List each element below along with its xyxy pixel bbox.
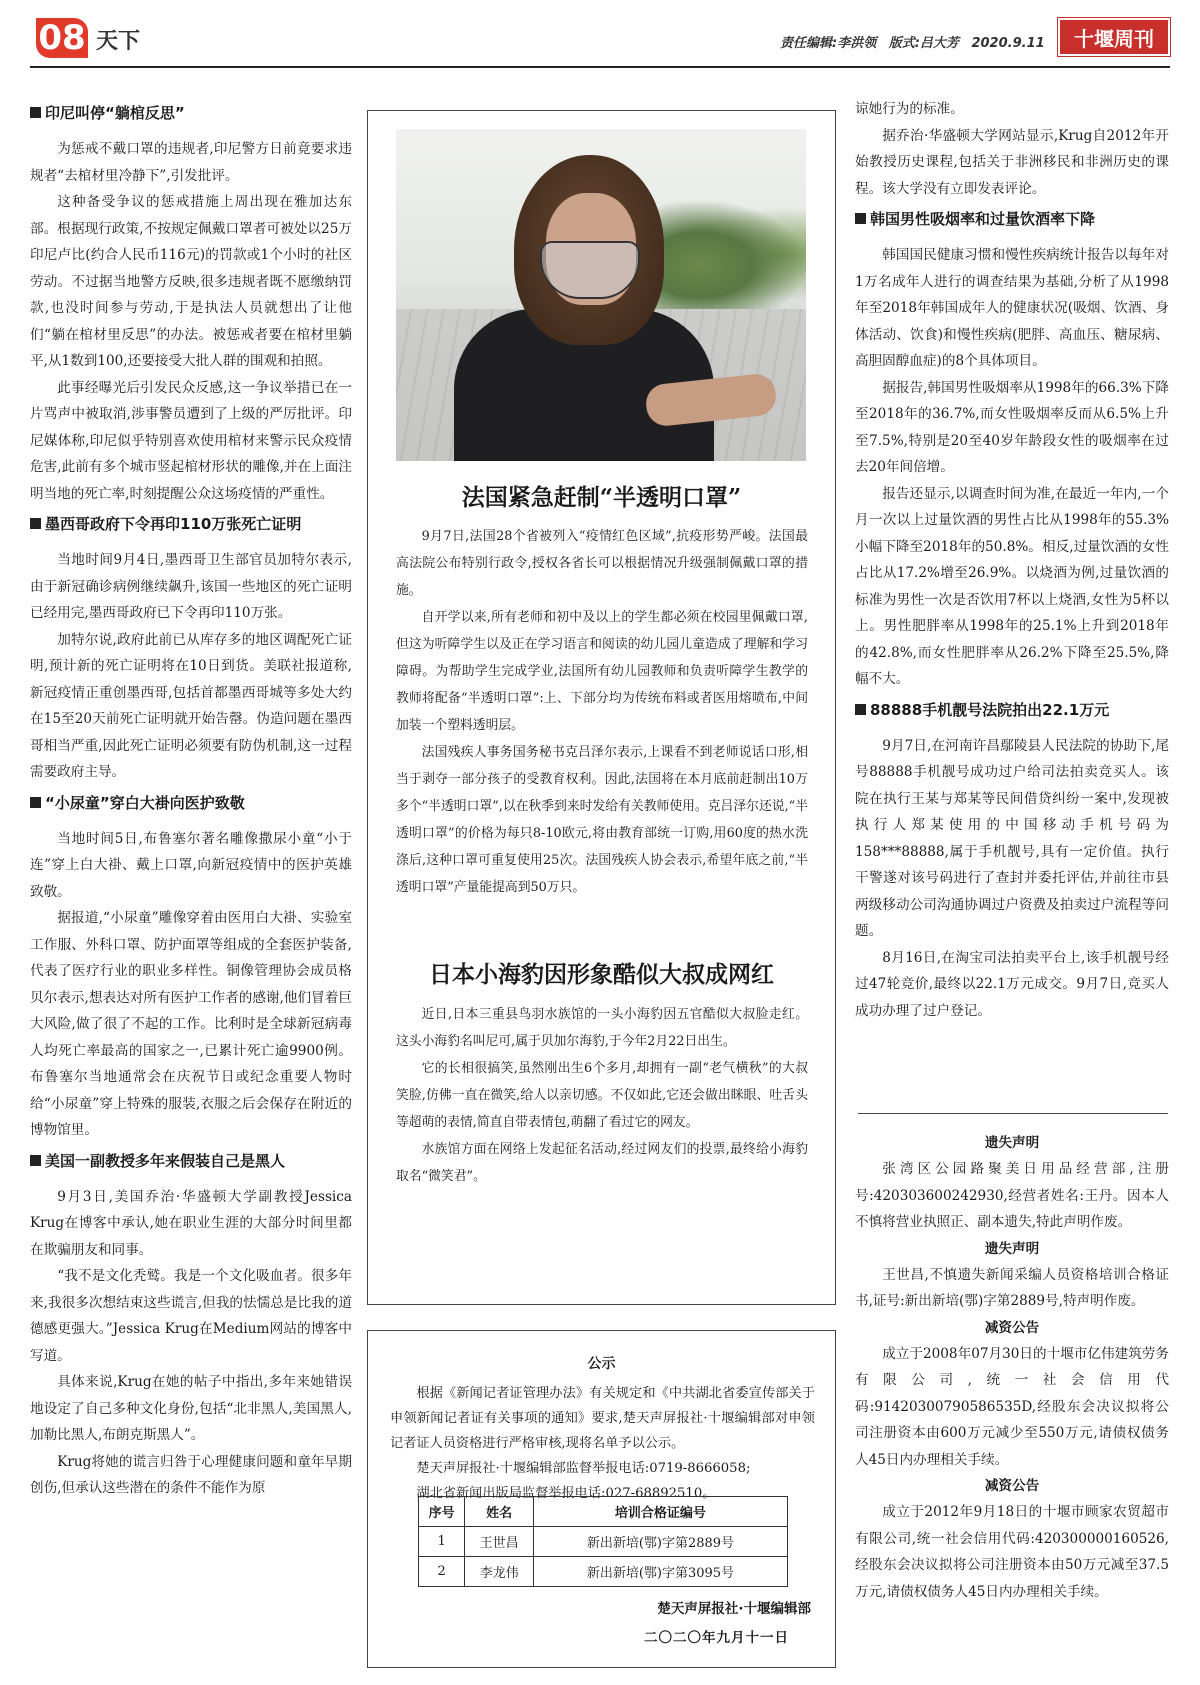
- article-title: 日本小海豹因形象酷似大叔成网红: [429, 961, 774, 988]
- ad-text: 成立于2008年07月30日的十堰市亿伟建筑劳务有限公司,统一社会信用代码:91420300790586535D,经股东会决议拟将公司注册资本由600万元减少至550万元,请债权债务人45日内办理相关手续。: [855, 1345, 1169, 1468]
- table-header: 序号: [419, 1497, 465, 1527]
- right-column: [855, 96, 1169, 1024]
- paragraph: 据乔治·华盛顿大学网站显示,Krug自2012年开始教授历史课程,包括关于非洲移民和非洲历史的课程。该大学没有立即发表评论。: [855, 127, 1169, 197]
- paragraph: 谅她行为的标准。: [855, 101, 964, 117]
- paragraph: 这种备受争议的惩戒措施上周出现在雅加达东部。根据现行政策,不按规定佩戴口罩者可被处以25万印尼卢比(约合人民币116元)的罚款或1个小时的社区劳动。不过据当地警方反映,很多违规者既不愿缴纳罚款,也没时间参与劳动,于是执法人员就想出了让他们“躺在棺材里反思”的办法。被惩戒者要在棺材里躺平,从1数到100,还要接受大批人群的围观和拍照。: [30, 194, 352, 369]
- paragraph: “我不是文化秃鹫。我是一个文化吸血者。很多年来,我很多次想结束这些谎言,但我的怯懦总是比我的道德感更强大。”Jessica Krug在Medium网站的博客中写道。: [30, 1268, 352, 1364]
- notice-signature-org: 楚天声屏报社·十堰编辑部: [657, 1601, 811, 1617]
- issue-date: 2020.9.11: [971, 36, 1045, 51]
- page-number: 08: [36, 18, 88, 58]
- header-divider: [30, 66, 1170, 68]
- paragraph: 9月3日,美国乔治·华盛顿大学副教授Jessica Krug在博客中承认,她在职业生涯的大部分时间里都在欺骗朋友和同事。: [30, 1188, 352, 1258]
- table-row: [419, 1527, 788, 1557]
- editor-name: 责任编辑:李洪领: [780, 36, 877, 51]
- table-header: 姓名: [465, 1497, 534, 1527]
- ad-text: 成立于2012年9月18日的十堰市顾家农贸超市有限公司,统一社会信用代码:420300000160526,经股东会决议拟将公司注册资本由50万元减至37.5万元,请债权债务人45日内办理相关手续。: [855, 1504, 1169, 1600]
- square-bullet-icon: [30, 518, 41, 529]
- paragraph: 它的长相很搞笑,虽然刚出生6个多月,却拥有一副“老气横秋”的大叔笑脸,仿佛一直在微笑,给人以亲切感。不仅如此,它还会做出眯眼、吐舌头等超萌的表情,简直自带表情包,萌翻了看过它的网友。: [396, 1061, 808, 1130]
- table-cell: 1: [419, 1527, 465, 1557]
- paragraph: 当地时间9月4日,墨西哥卫生部官员加特尔表示,由于新冠确诊病例继续飙升,该国一些地区的死亡证明已经用完,墨西哥政府已下令再印110万张。: [30, 552, 352, 621]
- ads-divider: [858, 1113, 1168, 1114]
- table-cell: 新出新培(鄂)字第2889号: [533, 1527, 787, 1557]
- paragraph: 9月7日,在河南许昌鄢陵县人民法院的协助下,尾号88888手机靓号成功过户给司法拍卖竞买人。该院在执行王某与郑某等民间借贷纠纷一案中,发现被执行人郑某使用的中国移动手机号码为158***88888,属于手机靓号,具有一定价值。执行干警遂对该号码进行了查封并委托评估,并前往市县两级移动公司沟通协调过户资费及拍卖过户流程等问题。: [855, 737, 1169, 939]
- article-title: 法国紧急赶制“半透明口罩”: [461, 484, 742, 511]
- table-row: [419, 1557, 788, 1587]
- paragraph: 近日,日本三重县鸟羽水族馆的一头小海豹因五官酷似大叔脸走红。这头小海豹名叫尼可,属于贝加尔海豹,于今年2月22日出生。: [396, 1007, 808, 1049]
- square-bullet-icon: [855, 213, 866, 224]
- section-name: 天下: [96, 29, 141, 54]
- left-column: [30, 96, 352, 1502]
- ad-title: 减资公告: [984, 1319, 1040, 1336]
- paragraph: 楚天声屏报社·十堰编辑部监督举报电话:0719-8666058;: [416, 1461, 751, 1476]
- notice-body: [390, 1381, 815, 1506]
- paragraph: 8月16日,在淘宝司法拍卖平台上,该手机靓号经过47轮竞价,最终以22.1万元成交。9月7日,竞买人成功办理了过户登记。: [855, 949, 1169, 1019]
- paragraph: 韩国国民健康习惯和慢性疾病统计报告以每年对1万名成年人进行的调查结果为基础,分析了从1998年至2018年韩国成年人的健康状况(吸烟、饮酒、身体活动、饮食)和慢性疾病(肥胖、高血压、糖尿病、高胆固醇血症)的8个具体项目。: [855, 247, 1169, 369]
- paragraph: 湖北省新闻出版局监督举报电话:027-68892510。: [416, 1486, 716, 1501]
- article-heading: “小尿童”穿白大褂向医护致敬: [30, 792, 352, 814]
- paragraph: 报告还显示,以调查时间为准,在最近一年内,一个月一次以上过量饮酒的男性占比从1998年的55.3%小幅下降至2018年的50.8%。相反,过量饮酒的女性占比从17.2%增至26.9%。以烧酒为例,过量饮酒的标准为男性一次是否饮用7杯以上烧酒,女性为5杯以上。男性肥胖率从1998年的25.1%上升到2018年的42.8%,而女性肥胖率从26.2%下降至25.5%,降幅不大。: [855, 485, 1169, 687]
- article-heading: 印尼叫停“躺棺反思”: [30, 102, 352, 124]
- paragraph: 法国残疾人事务国务秘书克吕泽尔表示,上课看不到老师说话口形,相当于剥夺一部分孩子的受教育权利。因此,法国将在本月底前赶制出10万多个“半透明口罩”,以在秋季到来时发给有关教师使用。克吕泽尔还说,“半透明口罩”的价格为每只8-10欧元,将由教育部统一订购,用60度的热水洗涤后,这种口罩可重复使用25次。法国残疾人协会表示,希望年底之前,“半透明口罩”产量能提高到50万只。: [396, 745, 808, 895]
- article-heading: 美国一副教授多年来假装自己是黑人: [30, 1150, 352, 1172]
- notice-signature-date: 二〇二〇年九月十一日: [644, 1630, 789, 1646]
- paragraph: 此事经曝光后引发民众反感,这一争议举措已在一片骂声中被取消,涉事警员遭到了上级的严厉批评。印尼媒体称,印尼似乎特别喜欢使用棺材来警示民众疫情危害,此前有多个城市竖起棺材形状的雕像,并在上面注明当地的死亡率,时刻提醒公众这场疫情的严重性。: [30, 379, 352, 502]
- paragraph: 自开学以来,所有老师和初中及以上的学生都必须在校园里佩戴口罩,但这为听障学生以及正在学习语言和阅读的幼儿园儿童造成了理解和学习障碍。为帮助学生完成学业,法国所有幼儿园教师和负责听障学生教学的教师将配备“半透明口罩”:上、下部分均为传统布料或者医用熔喷布,中间加装一个塑料透明层。: [396, 610, 808, 733]
- paragraph: 据报告,韩国男性吸烟率从1998年的66.3%下降至2018年的36.7%,而女性吸烟率反而从6.5%上升至7.5%,特别是20至40岁年龄段女性的吸烟率在过去20年间倍增。: [855, 379, 1169, 475]
- paragraph: 根据《新闻记者证管理办法》有关规定和《中共湖北省委宣传部关于申领新闻记者证有关事项的通知》要求,楚天声屏报社·十堰编辑部对申领记者证人员资格进行严格审核,现将名单予以公示。: [390, 1386, 815, 1451]
- paragraph: 具体来说,Krug在她的帖子中指出,多年来她错误地设定了自己多种文化身份,包括“北非黑人,美国黑人,加勒比黑人,布朗克斯黑人”。: [30, 1374, 352, 1443]
- ad-text: 张湾区公园路聚美日用品经营部,注册号:420303600242930,经营者姓名:王丹。因本人不慎将营业执照正、副本遗失,特此声明作废。: [855, 1161, 1169, 1230]
- ad-title: 减资公告: [984, 1478, 1040, 1494]
- article-body: [396, 1001, 808, 1190]
- article-heading: 韩国男性吸烟率和过量饮酒率下降: [855, 208, 1169, 230]
- square-bullet-icon: [30, 107, 41, 118]
- public-notice-box: [367, 1330, 836, 1668]
- ad-title: 遗失声明: [984, 1135, 1040, 1151]
- table-cell: 新出新培(鄂)字第3095号: [533, 1557, 787, 1587]
- article-body: [396, 523, 808, 901]
- table-header: 培训合格证编号: [533, 1497, 787, 1527]
- square-bullet-icon: [855, 704, 866, 715]
- page-header: [30, 18, 1170, 60]
- article-heading: 墨西哥政府下令再印110万张死亡证明: [30, 513, 352, 535]
- table-cell: 李龙伟: [465, 1557, 534, 1587]
- square-bullet-icon: [30, 1155, 41, 1166]
- ad-text: 王世昌,不慎遗失新闻采编人员资格培训合格证书,证号:新出新培(鄂)字第2889号,特声明作废。: [855, 1266, 1169, 1309]
- certificate-table: [418, 1496, 788, 1587]
- table-cell: 王世昌: [465, 1527, 534, 1557]
- masthead-logo: 十堰周刊: [1058, 18, 1170, 56]
- paragraph: 据报道,“小尿童”雕像穿着由医用白大褂、实验室工作服、外科口罩、防护面罩等组成的全套医护装备,代表了医疗行业的职业多样性。铜像管理协会成员格贝尔表示,想表达对所有医护工作者的感谢,他们冒着巨大风险,做了很了不起的工作。比利时是全球新冠病毒人均死亡率最高的国家之一,已累计死亡逾9900例。布鲁塞尔当地通常会在庆祝节日或纪念重要人物时给“小尿童”穿上特殊的服装,衣服之后会保存在附近的博物馆里。: [30, 910, 352, 1138]
- paragraph: 水族馆方面在网络上发起征名活动,经过网友们的投票,最终给小海豹取名“微笑君”。: [396, 1142, 808, 1184]
- paragraph: Krug将她的谎言归咎于心理健康问题和童年早期创伤,但承认这些潜在的条件不能作为原: [30, 1453, 352, 1496]
- ad-title: 遗失声明: [984, 1240, 1040, 1257]
- table-header-row: [419, 1497, 788, 1527]
- paragraph: 加特尔说,政府此前已从库存多的地区调配死亡证明,预计新的死亡证明将在10日到货。美联社报道称,新冠疫情正重创墨西哥,包括首都墨西哥城等多处大约在15至20天前死亡证明就开始告罄。伪造问题在墨西哥相当严重,因此死亡证明必须要有防伪机制,这一过程需要政府主导。: [30, 631, 352, 780]
- article-photo: [396, 129, 806, 461]
- notice-title: 公示: [587, 1356, 616, 1372]
- square-bullet-icon: [30, 797, 41, 808]
- featured-article-box: [367, 110, 836, 1305]
- article-heading: 88888手机靓号法院拍出22.1万元: [855, 699, 1169, 721]
- editor-credits: [780, 32, 1053, 51]
- classified-ads: [855, 1130, 1169, 1605]
- paragraph: 为惩戒不戴口罩的违规者,印尼警方日前竟要求违规者“去棺材里冷静下”,引发批评。: [30, 141, 352, 184]
- paragraph: 当地时间5日,布鲁塞尔著名雕像撒尿小童“小于连”穿上白大褂、戴上口罩,向新冠疫情中的医护英雄致敬。: [30, 830, 352, 900]
- layout-name: 版式:吕大芳: [888, 36, 959, 51]
- paragraph: 9月7日,法国28个省被列入“疫情红色区域”,抗疫形势严峻。法国最高法院公布特别行政令,授权各省长可以根据情况升级强制佩戴口罩的措施。: [396, 529, 808, 598]
- table-cell: 2: [419, 1557, 465, 1587]
